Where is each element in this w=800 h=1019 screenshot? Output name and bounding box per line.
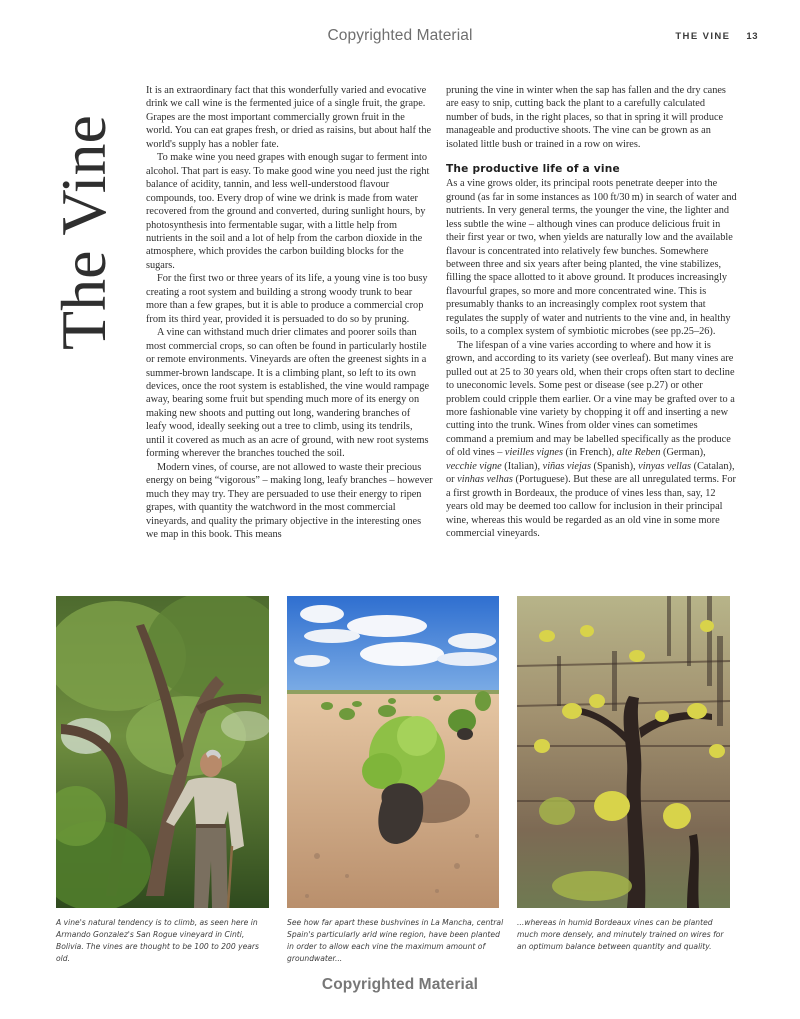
foreign-term: vecchie vigne [446, 460, 502, 472]
running-head [675, 31, 758, 42]
photo-caption-1: A vine's natural tendency is to climb, as seen here in Armando Gonzalez's San Rogue vineyard in Cinti, Bolivia. The vines are thought to be 100 to 200 years old. [56, 918, 259, 963]
vine-tree-image [56, 596, 269, 908]
foreign-term: vinyas vellas [638, 460, 692, 472]
photo-bordeaux-vines [517, 596, 730, 908]
photo-caption-3: ...whereas in humid Bordeaux vines can be planted much more densely, and minutely trained on wires for an optimum balance between quantity and quality. [517, 918, 724, 951]
paragraph [446, 339, 738, 541]
text-run: (Spanish), [590, 460, 639, 472]
copyright-watermark-bottom: Copyrighted Material [321, 976, 479, 993]
chapter-title: The Vine [48, 115, 119, 350]
text-run: The lifespan of a vine varies according to where and how it is grown, and according to its variety (see overleaf). But many vines are pulled out at 25 to 30 years old, when their crops often start to decline to uneconomic levels. Some pest or disease (see p.27) or other problem could cripple them earlier. Or a vine may be grafted over to a more fashionable vine variety by chopping it off and inserting a new cutting into the trunk. Wines from older vines can sometimes command a premium and may be labelled specifically as the produce of old vines – [446, 339, 735, 459]
text-run: (Italian), [501, 460, 543, 472]
section-subheading: The productive life of a vine [446, 163, 620, 176]
page-number: 13 [746, 31, 758, 42]
foreign-term: vieilles vignes [504, 447, 563, 459]
body-column-right [446, 84, 738, 541]
paragraph: pruning the vine in winter when the sap has fallen and the dry canes are easy to snip, cutting back the plant to a carefully calculated number of buds, in the right places, so that in spring it will produce manageable and productive shoots. The vine can be grown as an isolated little bush or trained in a row on wires. [446, 85, 726, 150]
foreign-term: viñas viejas [542, 460, 591, 472]
bushvine-field-image [287, 596, 499, 908]
trained-vines-image [517, 596, 730, 908]
photo-caption-2: See how far apart these bushvines in La Mancha, central Spain's particularly arid wine region, have been planted in order to allow each vine the maximum amount of groundwater... [287, 918, 504, 963]
photo-old-vine-bolivia [56, 596, 269, 908]
paragraph: It is an extraordinary fact that this wonderfully varied and evocative drink we call wine is the fermented juice of a single fruit, the grape. Grapes are the most important commercially grown fruit in the world. You can eat grapes fresh, or dried as raisins, but about half the world's supply has a nobler fate. [146, 85, 432, 150]
foreign-term: alte Reben [616, 447, 661, 459]
body-column-left [146, 84, 433, 541]
text-run: (Portuguese). But these are all unregulated terms. For a first growth in Bordeaux, the produce of vines less than, say, 12 years old may be deemed too callow for inclusion in their principal wine, whereas this would be regarded as an old vine in some more commercial vineyards. [446, 474, 736, 540]
paragraph: A vine can withstand much drier climates and poorer soils than most commercial crops, so can often be found in particularly hostile or remote environments. Vineyards are often the greenest sights in a summer-brown landscape. It is a climbing plant, so left to its own devices, once the root system is established, the vine would rampage away, bearing some fruit but spending much more of its energy on making new shoots and putting out long, wandering branches of leafy wood, ideally seeking out a tree to climb, using its tendrils, until it covered as much as an acre of ground, with new root systems forming wherever the branches touched the soil. [146, 327, 430, 460]
paragraph: For the first two or three years of its life, a young vine is too busy creating a root system and building a strong woody trunk to bear more than a few grapes, but it is able to produce a commercial crop from its third year, provided it is persuaded to do so by pruning. [146, 273, 428, 325]
paragraph: Modern vines, of course, are not allowed to waste their precious energy on being “vigorous” – making long, leafy branches – however much they may try. They are persuaded to use their energy to ripen grapes, with quantity the watchword in the most commercial vineyards, and quality the primary objective in the interesting ones we map in this book. This means [146, 461, 433, 540]
text-run: (in French), [562, 447, 617, 459]
running-head-section: THE VINE [675, 31, 731, 42]
copyright-watermark-top: Copyrighted Material [327, 27, 473, 44]
text-run: (German), [660, 447, 706, 459]
text-run: (Catalan), or [446, 460, 735, 486]
photo-bushvines-la-mancha [287, 596, 499, 908]
paragraph: To make wine you need grapes with enough sugar to ferment into alcohol. That part is easy. To make good wine you need just the right balance of acidity, tannin, and less well-understood flavour compounds, too. Every drop of wine we drink is made from water recovered from the ground and converted, during sunlight hours, by photosynthesis into fermentable sugar, with a little help from nutrients in the soil and a lot of help from the carbon dioxide in the atmosphere, which provides the carbon building blocks for the sugars. [146, 152, 430, 271]
paragraph: As a vine grows older, its principal roots penetrate deeper into the ground (as far in some instances as 100 ft/30 m) in search of water and nutrients. In very general terms, the younger the vine, the lighter and less subtle the wine – although vines can produce delicious fruit in their first year or two, when yields are naturally low and the available flavour is concentrated into relatively few bunches. Somewhere between three and six years after being planted, the vine stabilizes, filling the space allotted to it above ground. It produces increasingly flavourful grapes, so more and more concentrated wine. This is presumably thanks to an increasingly complex root system that regulates the supply of water and nutrients to the vine and, in healthy soils, to a complex system of symbiotic microbes (see pp.25–26). [446, 178, 737, 338]
foreign-term: vinhas velhas [457, 474, 513, 486]
